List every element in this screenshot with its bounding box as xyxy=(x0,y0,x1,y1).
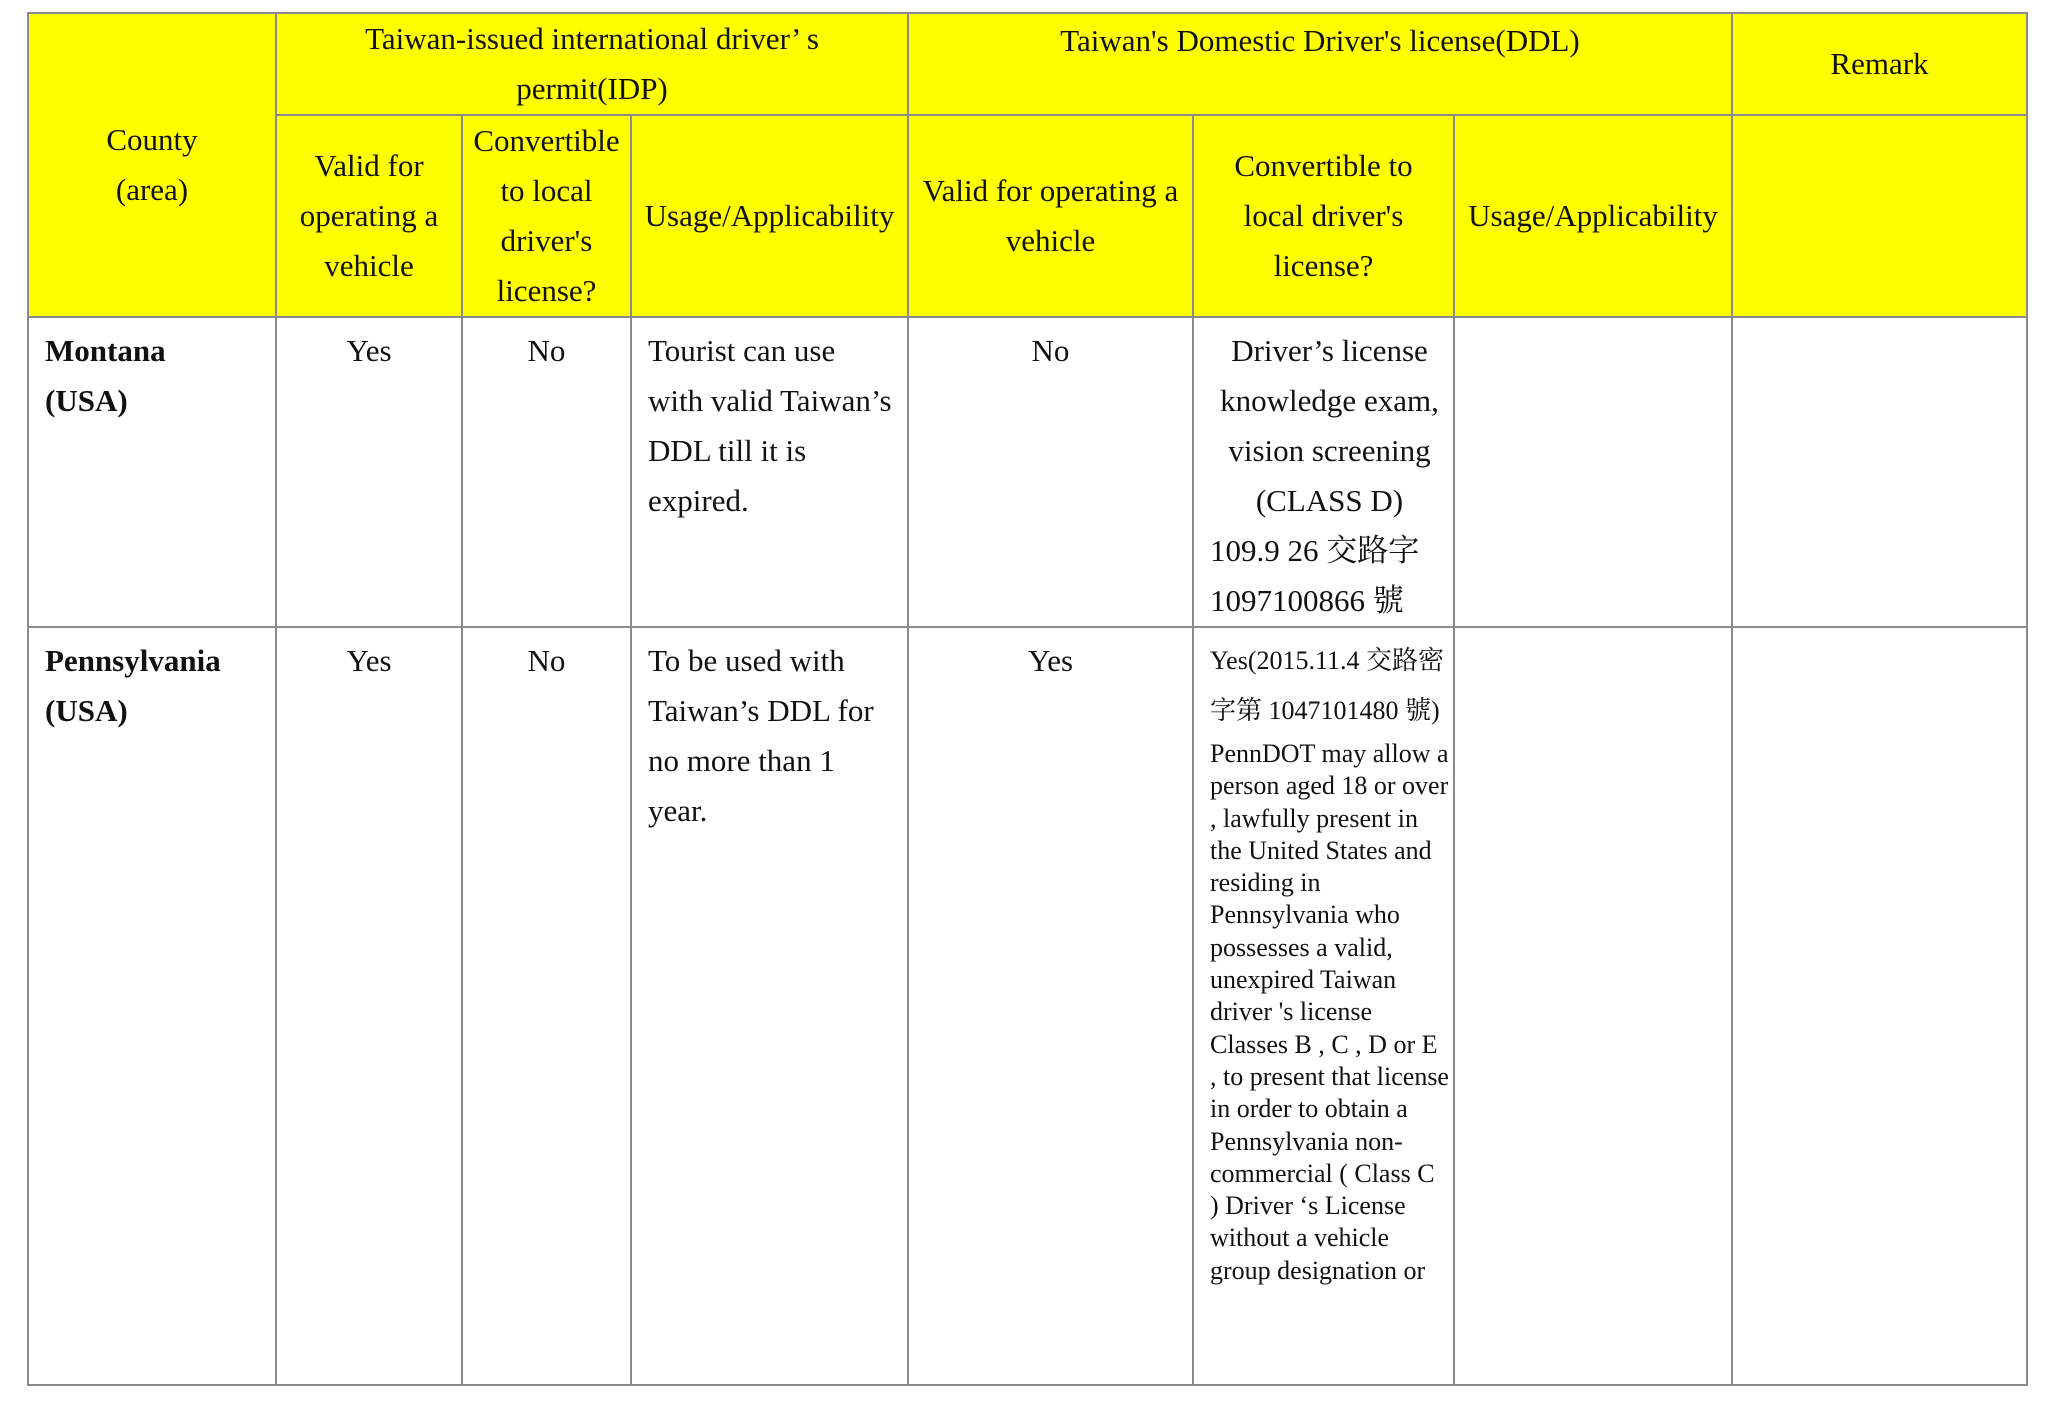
ddl-valid-cell: Yes xyxy=(908,627,1193,1385)
ddl-convertible-cell xyxy=(1193,627,1454,1385)
idp-usage-cell: Tourist can use with valid Taiwan’s DDL till it is expired. xyxy=(631,317,908,627)
idp-valid-cell: Yes xyxy=(276,627,462,1385)
idp-valid-header: Valid for operating a vehicle xyxy=(276,115,462,317)
ddl-convertible-ref: 1097100866 號 xyxy=(1210,583,1404,618)
country-cell: Montana (USA) xyxy=(28,317,276,627)
ddl-convertible-detail: PennDOT may allow a person aged 18 or over , lawfully present in the United States and residing in Pennsylvania who possesses a valid, unexpired Taiwan driver 's license Classes B , C , D or E , to present that license in order to obtain a Pennsylvania non-commercial ( Class C ) Driver ‘s License without a vehicle group designation or xyxy=(1210,739,1449,1285)
license-comparison-table xyxy=(27,12,2028,1386)
idp-usage-cell: To be used with Taiwan’s DDL for no more than 1 year. xyxy=(631,627,908,1385)
idp-group-header: Taiwan-issued international driver’ s permit(IDP) xyxy=(276,13,908,115)
country-cell: Pennsylvania (USA) xyxy=(28,627,276,1385)
ddl-convertible-ref: 109.9 26 交路字 xyxy=(1210,533,1420,568)
remark-cell xyxy=(1732,317,2027,627)
idp-usage-header: Usage/Applicability xyxy=(631,115,908,317)
ddl-convertible-ref: Yes(2015.11.4 交路密字第 1047101480 號) xyxy=(1210,646,1445,725)
idp-convertible-cell: No xyxy=(462,627,631,1385)
ddl-usage-cell xyxy=(1454,627,1732,1385)
ddl-convertible-main: Driver’s license knowledge exam, vision screening (CLASS D) xyxy=(1220,333,1439,518)
county-header: County (area) xyxy=(28,13,276,317)
header-row-top xyxy=(28,13,2027,115)
ddl-usage-cell xyxy=(1454,317,1732,627)
remark-header: Remark xyxy=(1732,13,2027,115)
remark-subheader xyxy=(1732,115,2027,317)
table-row xyxy=(28,627,2027,1385)
idp-valid-cell: Yes xyxy=(276,317,462,627)
header-row-sub xyxy=(28,115,2027,317)
ddl-group-header: Taiwan's Domestic Driver's license(DDL) xyxy=(908,13,1732,115)
ddl-convertible-header: Convertible to local driver's license? xyxy=(1193,115,1454,317)
ddl-usage-header: Usage/Applicability xyxy=(1454,115,1732,317)
ddl-convertible-cell xyxy=(1193,317,1454,627)
ddl-valid-cell: No xyxy=(908,317,1193,627)
table-row xyxy=(28,317,2027,627)
idp-convertible-header: Convertible to local driver's license? xyxy=(462,115,631,317)
ddl-valid-header: Valid for operating a vehicle xyxy=(908,115,1193,317)
idp-convertible-cell: No xyxy=(462,317,631,627)
remark-cell xyxy=(1732,627,2027,1385)
